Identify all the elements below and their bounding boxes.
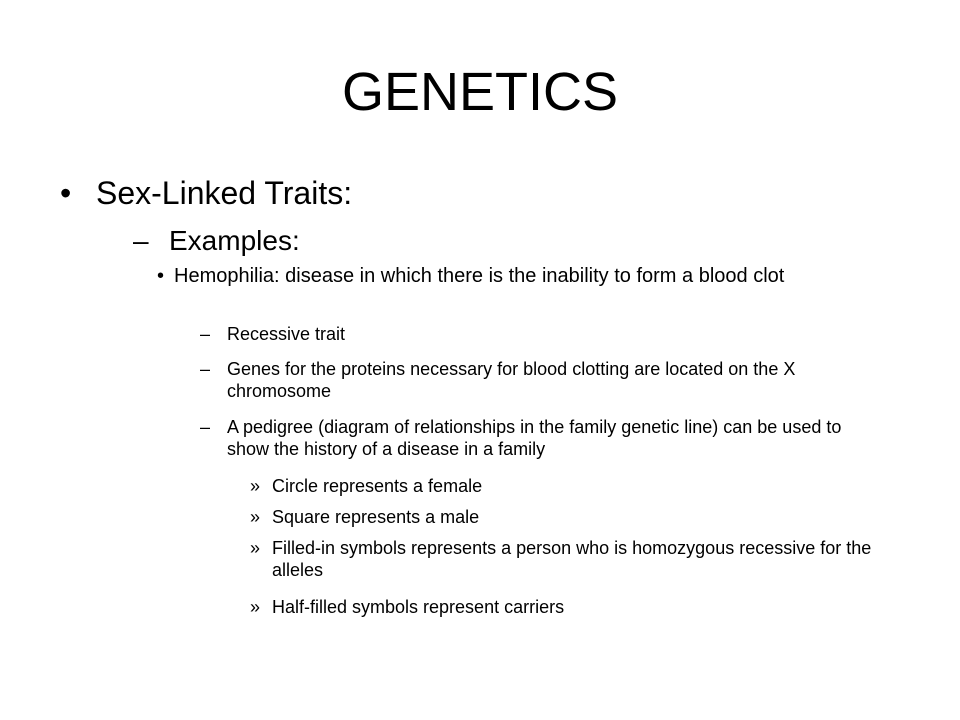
bullet-level-4 [200, 416, 880, 460]
bullet-dot-icon: • [60, 175, 72, 211]
bullet-level-3 [157, 264, 917, 288]
bullet-level-5 [250, 475, 890, 497]
bullet-text: A pedigree (diagram of relationships in the family genetic line) can be used to show the history of a disease in a family [227, 417, 842, 459]
bullet-dot-icon: • [157, 265, 165, 287]
bullet-level-2 [133, 221, 920, 261]
bullet-text: Sex-Linked Traits: [96, 175, 353, 211]
bullet-level-5 [250, 537, 890, 581]
bullet-raquo-icon: » [250, 597, 261, 617]
bullet-text: Square represents a male [272, 507, 480, 527]
bullet-text: Filled-in symbols represents a person who is homozygous recessive for the alleles [272, 538, 872, 580]
bullet-text: Hemophilia: disease in which there is the inability to form a blood clot [174, 265, 785, 287]
bullet-text: Circle represents a female [272, 476, 483, 496]
bullet-dash-icon: – [200, 417, 211, 437]
bullet-dash-icon: – [200, 359, 211, 379]
bullet-text: Examples: [169, 225, 300, 256]
bullet-raquo-icon: » [250, 476, 261, 496]
slide-title: GENETICS [341, 62, 619, 122]
bullet-level-4 [200, 323, 880, 345]
bullet-level-5 [250, 596, 890, 618]
bullet-text: Recessive trait [227, 324, 346, 344]
bullet-level-1 [60, 170, 920, 216]
bullet-level-5 [250, 506, 890, 528]
bullet-level-4 [200, 358, 880, 402]
bullet-dash-icon: – [133, 225, 149, 256]
bullet-dash-icon: – [200, 324, 211, 344]
bullet-text: Genes for the proteins necessary for blood clotting are located on the X chromosome [227, 359, 796, 401]
bullet-raquo-icon: » [250, 538, 261, 558]
bullet-text: Half-filled symbols represent carriers [272, 597, 565, 617]
bullet-raquo-icon: » [250, 507, 261, 527]
